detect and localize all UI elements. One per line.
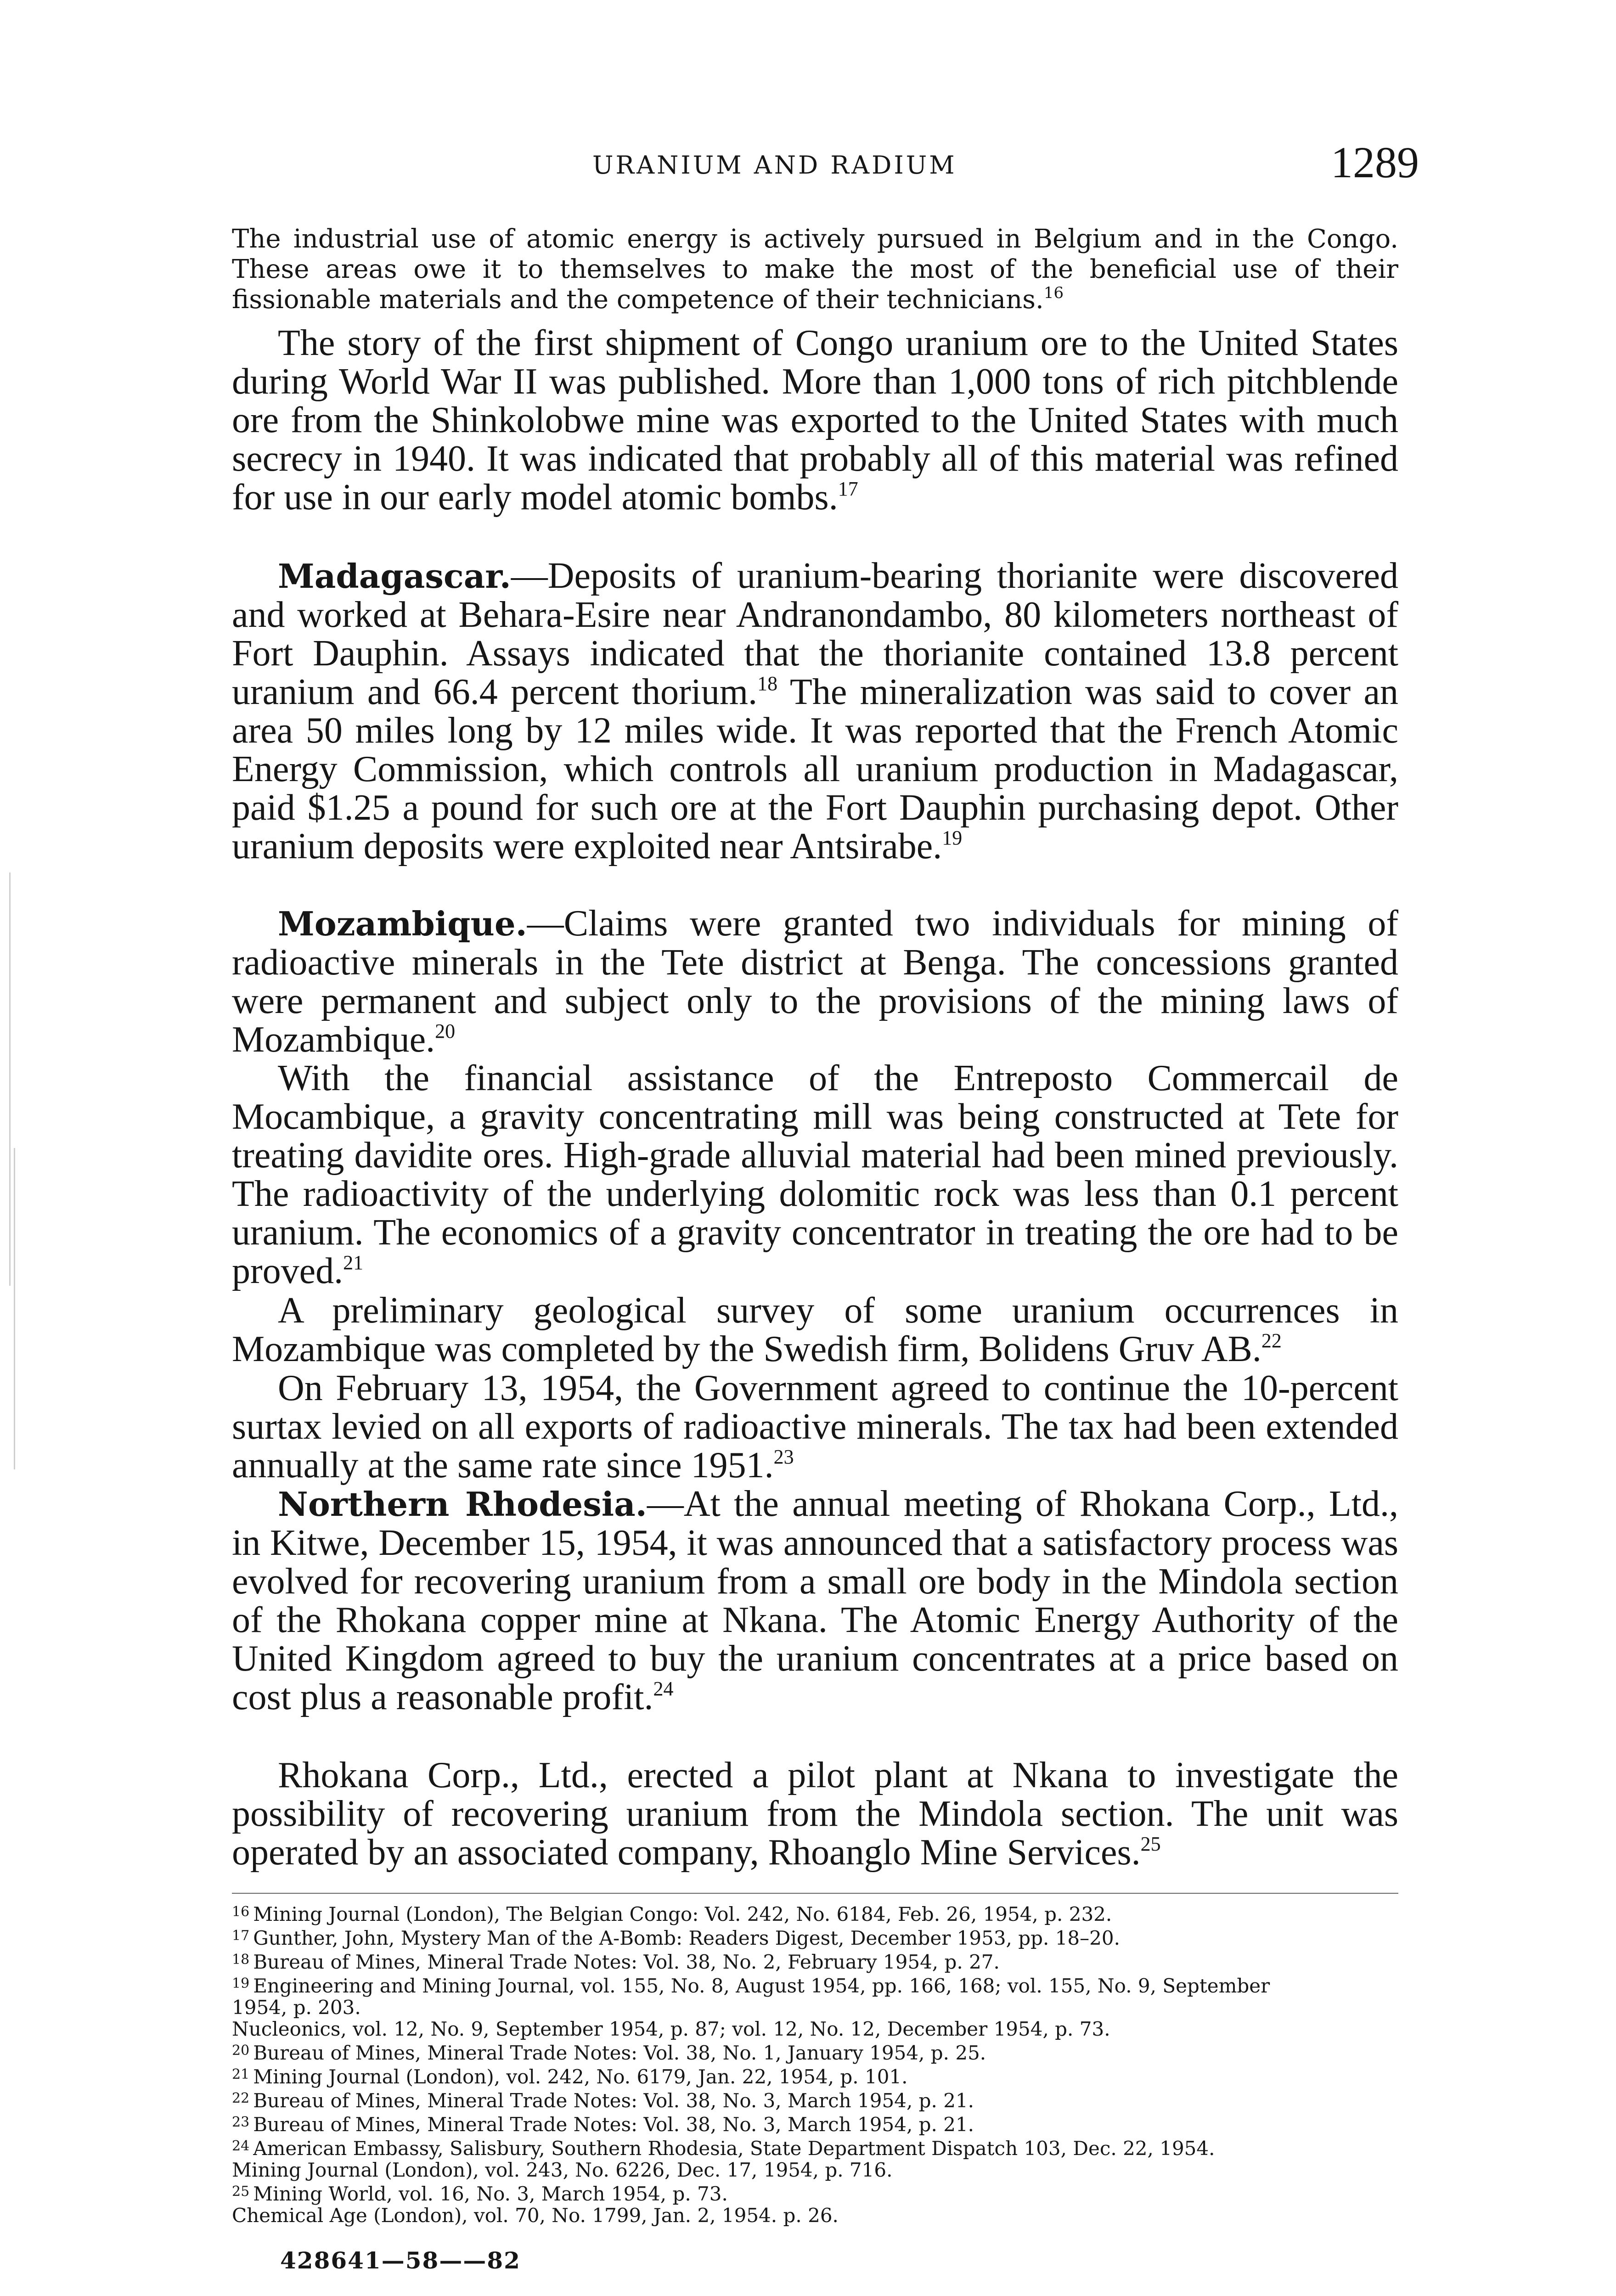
footnote-number: 18 bbox=[232, 1952, 250, 1968]
footnote-ref: 19 bbox=[942, 827, 963, 849]
footnote-text: Bureau of Mines, Mineral Trade Notes: Vol. 38, No. 1, January 1954, p. 25. bbox=[253, 2042, 986, 2064]
footnote-number: 17 bbox=[232, 1928, 250, 1944]
footnote bbox=[232, 2205, 1398, 2226]
footnote-ref: 22 bbox=[1261, 1329, 1282, 1352]
footnote-text: Mining Journal (London), The Belgian Congo: Vol. 242, No. 6184, Feb. 26, 1954, p. 232. bbox=[253, 1903, 1112, 1925]
paragraph-text: Rhokana Corp., Ltd., erected a pilot plant at Nkana to investigate the possibility of recovering uranium from the Mindola section. The unit was operated by an associated company, Rhoanglo Mine Services. bbox=[232, 1755, 1398, 1873]
section-heading-northern-rhodesia: Northern Rhodesia. bbox=[278, 1485, 647, 1524]
footnote bbox=[232, 1925, 1398, 1949]
footnote-ref: 20 bbox=[435, 1020, 456, 1042]
footnote bbox=[232, 1997, 1398, 2018]
footnote-ref: 17 bbox=[838, 478, 858, 500]
footnote bbox=[232, 2088, 1398, 2111]
footnote bbox=[232, 2064, 1398, 2088]
footnote-number: 24 bbox=[232, 2138, 250, 2154]
footnote-text: Mining Journal (London), vol. 242, No. 6179, Jan. 22, 1954, p. 101. bbox=[253, 2065, 908, 2088]
paragraph-pilot-plant bbox=[232, 1756, 1398, 1872]
footnote-ref: 21 bbox=[343, 1251, 364, 1274]
footnote-text: Bureau of Mines, Mineral Trade Notes: Vol. 38, No. 3, March 1954, p. 21. bbox=[253, 2089, 974, 2112]
footnote bbox=[232, 1973, 1398, 1997]
footnote-text: Engineering and Mining Journal, vol. 155, No. 8, August 1954, pp. 166, 168; vol. 155, No. 9, September bbox=[253, 1975, 1270, 1997]
paragraph-text: —Deposits of uranium-bearing thorianite were discovered and worked at Behara-Esire near Andranondambo, 80 kilometers northeast of Fort Dauphin. Assays indicated that the thorianite contained 13.8 percent uranium and 66.4 percent thorium. bbox=[232, 556, 1398, 712]
footnote bbox=[232, 2181, 1398, 2205]
footnote-number: 25 bbox=[232, 2183, 250, 2200]
footnote-text: Nucleonics, vol. 12, No. 9, September 1954, p. 87; vol. 12, No. 12, December 1954, p. 73. bbox=[232, 2018, 1110, 2040]
paragraph-mozambique bbox=[232, 904, 1398, 1059]
paragraph-gravity-mill bbox=[232, 1059, 1398, 1290]
footnote-text: Mining World, vol. 16, No. 3, March 1954, p. 73. bbox=[253, 2183, 728, 2205]
footnote bbox=[232, 1949, 1398, 1973]
footnote-ref: 25 bbox=[1140, 1833, 1161, 1855]
footnote bbox=[232, 2040, 1398, 2064]
footnote bbox=[232, 2111, 1398, 2135]
paragraph-text: —At the annual meeting of Rhokana Corp., Ltd., in Kitwe, December 15, 1954, it was announced that a satisfactory process was evolved for recovering uranium from a small ore body in the Mindola section of the Rhokana copper mine at Nkana. The Atomic Energy Authority of the United Kingdom agreed to buy the uranium concentrates at a price based on cost plus a reasonable profit. bbox=[232, 1484, 1399, 1717]
footnote-ref: 24 bbox=[653, 1677, 674, 1700]
footnote-ref: 18 bbox=[757, 672, 778, 695]
scan-edge-mark bbox=[9, 872, 11, 1286]
page-number: 1289 bbox=[1331, 138, 1419, 187]
paragraph-surtax bbox=[232, 1369, 1398, 1485]
footnote-number: 23 bbox=[232, 2114, 250, 2130]
footnote-number: 19 bbox=[232, 1975, 250, 1992]
paragraph-northern-rhodesia bbox=[232, 1485, 1398, 1716]
intro-text: The industrial use of atomic energy is actively pursued in Belgium and in the Congo. These areas owe it to themselves to make the most of the beneficial use of their fissionable materials and the competence of their technicians. bbox=[232, 224, 1398, 315]
footnote-number: 20 bbox=[232, 2043, 250, 2059]
paragraph-text: —Claims were granted two individuals for mining of radioactive minerals in the Tete district at Benga. The concessions granted were permanent and subject only to the provisions of the mining laws of Mozambique. bbox=[232, 903, 1398, 1060]
section-heading-madagascar: Madagascar. bbox=[278, 557, 511, 596]
footnote-ref: 23 bbox=[773, 1446, 794, 1468]
section-heading-mozambique: Mozambique. bbox=[278, 904, 527, 943]
print-imprint: 428641—58——82 bbox=[280, 2247, 521, 2274]
footnotes bbox=[232, 1901, 1398, 2226]
footnote-number: 22 bbox=[232, 2090, 250, 2106]
footnote bbox=[232, 2135, 1398, 2159]
running-head: URANIUM AND RADIUM bbox=[592, 151, 957, 180]
footnote bbox=[232, 1901, 1398, 1925]
paragraph-madagascar bbox=[232, 557, 1398, 866]
footnote-text: 1954, p. 203. bbox=[232, 1996, 361, 2019]
paragraph-text: The mineralization was said to cover an area 50 miles long by 12 miles wide. It was reported that the French Atomic Energy Commission, which controls all uranium production in Madagascar, paid $1.25 a pound for such ore at the Fort Dauphin purchasing depot. Other uranium deposits were exploited near Antsirabe. bbox=[232, 672, 1398, 867]
paragraph-geological-survey bbox=[232, 1291, 1398, 1368]
footnote-ref: 16 bbox=[1043, 284, 1064, 302]
page-header bbox=[234, 137, 1419, 197]
footnote bbox=[232, 2018, 1398, 2040]
footnote-text: Bureau of Mines, Mineral Trade Notes: Vol. 38, No. 2, February 1954, p. 27. bbox=[253, 1951, 1000, 1973]
footnote bbox=[232, 2159, 1398, 2181]
intro-paragraph bbox=[232, 224, 1398, 315]
footnote-text: Gunther, John, Mystery Man of the A-Bomb: Readers Digest, December 1953, pp. 18–20. bbox=[253, 1927, 1120, 1949]
paragraph-text: A preliminary geological survey of some uranium occurrences in Mozambique was completed by the Swedish firm, Bolidens Gruv AB. bbox=[232, 1290, 1398, 1369]
paragraph-text: The story of the first shipment of Congo uranium ore to the United States during World War II was published. More than 1,000 tons of rich pitchblende ore from the Shinkolobwe mine was exported to the United States with much secrecy in 1940. It was indicated that probably all of this material was refined for use in our early model atomic bombs. bbox=[232, 323, 1398, 518]
paragraph-text: On February 13, 1954, the Government agreed to continue the 10-percent surtax levied on all exports of radioactive minerals. The tax had been extended annually at the same rate since 1951. bbox=[232, 1368, 1398, 1486]
footnote-number: 21 bbox=[232, 2066, 250, 2082]
footnote-number: 16 bbox=[232, 1904, 250, 1920]
scan-edge-mark bbox=[14, 1148, 15, 1469]
footnote-text: Chemical Age (London), vol. 70, No. 1799, Jan. 2, 1954. p. 26. bbox=[232, 2204, 839, 2227]
footnote-divider bbox=[232, 1893, 1398, 1894]
footnote-text: Bureau of Mines, Mineral Trade Notes: Vol. 38, No. 3, March 1954, p. 21. bbox=[253, 2113, 974, 2136]
footnote-text: Mining Journal (London), vol. 243, No. 6226, Dec. 17, 1954, p. 716. bbox=[232, 2159, 893, 2181]
paragraph-congo-shipment bbox=[232, 324, 1398, 517]
paragraph-text: With the financial assistance of the Entreposto Commercail de Mocambique, a gravity concentrating mill was being constructed at Tete for treating davidite ores. High-grade alluvial material had been mined previously. The radioactivity of the underlying dolomitic rock was less than 0.1 percent uranium. The economics of a gravity concentrator in treating the ore had to be proved. bbox=[232, 1058, 1398, 1291]
footnote-text: American Embassy, Salisbury, Southern Rhodesia, State Department Dispatch 103, Dec. 22, 1954. bbox=[253, 2137, 1215, 2160]
